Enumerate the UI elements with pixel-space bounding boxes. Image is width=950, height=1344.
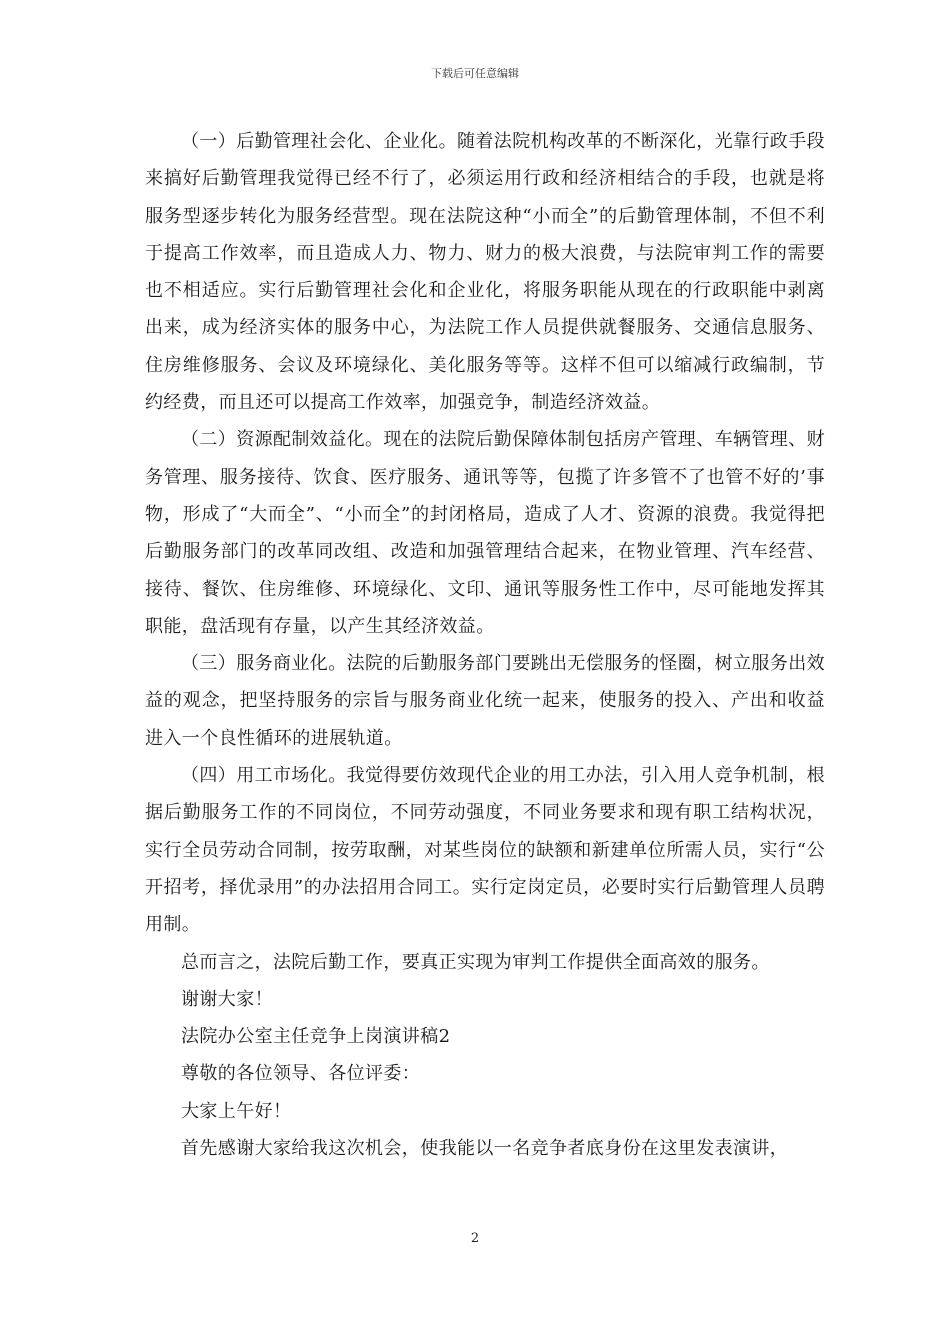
paragraph-4-labor-marketization: （四）用工市场化。我觉得要仿效现代企业的用工办法，引入用人竞争机制，根据后勤服务工作的不同岗位，不同劳动强度，不同业务要求和现有职工结构状况，实行全员劳动合同制，按劳取酬，对某些岗位的缺额和新建单位所需人员，实行“公开招考，择优录用”的办法招用合同工。实行定岗定员，必要时实行后勤管理人员聘用制。 (145, 765, 825, 936)
good-morning-line: 大家上午好！ (181, 1100, 292, 1122)
greeting-line: 尊敬的各位领导、各位评委： (181, 1063, 421, 1085)
summary-line: 总而言之，法院后勤工作，要真正实现为审判工作提供全面高效的服务。 (181, 951, 770, 973)
paragraph-2-resource-allocation: （二）资源配制效益化。现在的法院后勤保障体制包括房产管理、车辆管理、财务管理、服务接待、饮食、医疗服务、通讯等等，包揽了许多管不了也管不好的’事物，形成了“大而全”、“小而全”的封闭格局，造成了人才、资源的浪费。我觉得把后勤服务部门的改革同改组、改造和加强管理结合起来，在物业管理、汽车经营、接待、餐饮、住房维修、环境绿化、文印、通讯等服务性工作中，尽可能地发挥其职能，盘活现有存量，以产生其经济效益。 (145, 429, 825, 637)
page-number: 2 (470, 1231, 480, 1246)
thanks-line: 谢谢大家！ (181, 988, 273, 1010)
document-body (145, 123, 825, 1167)
paragraph-1-logistics-socialization: （一）后勤管理社会化、企业化。随着法院机构改革的不断深化，光靠行政手段来搞好后勤管理我觉得已经不行了，必须运用行政和经济相结合的手段，也就是将服务型逐步转化为服务经营型。现在法院这种“小而全”的后勤管理体制，不但不利于提高工作效率，而且造成人力、物力、财力的极大浪费，与法院审判工作的需要也不相适应。实行后勤管理社会化和企业化，将服务职能从现在的行政职能中剥离出来，成为经济实体的服务中心，为法院工作人员提供就餐服务、交通信息服务、住房维修服务、会议及环境绿化、美化服务等等。这样不但可以缩减行政编制，节约经费，而且还可以提高工作效率，加强竞争，制造经济效益。 (145, 131, 825, 414)
paragraph-3-service-commercialization: （三）服务商业化。法院的后勤服务部门要跳出无偿服务的怪圈，树立服务出效益的观念，把坚持服务的宗旨与服务商业化统一起来，使服务的投入、产出和收益进入一个良性循环的进展轨道。 (145, 653, 825, 749)
page-header: 下载后可任意编辑 (431, 67, 519, 80)
speech-2-title: 法院办公室主任竞争上岗演讲稿2 (181, 1026, 451, 1048)
opening-line: 首先感谢大家给我这次机会，使我能以一名竞争者底身份在这里发表演讲， (181, 1138, 789, 1160)
